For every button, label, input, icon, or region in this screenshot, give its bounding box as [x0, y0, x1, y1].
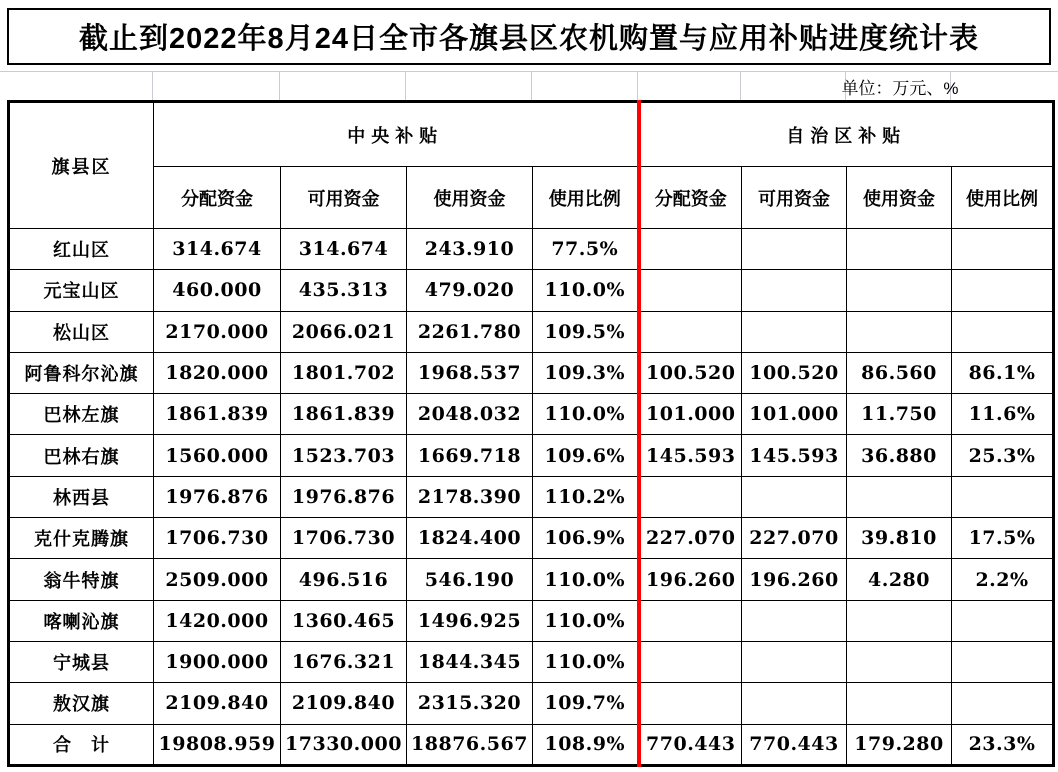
- regional-value-cell: 4.280: [847, 559, 952, 600]
- regional-value-cell: [742, 476, 847, 517]
- regional-value-cell: [742, 311, 847, 352]
- central-value-cell: 2048.032: [407, 394, 533, 435]
- central-value-cell: 2315.320: [407, 683, 533, 724]
- central-value-cell: 2261.780: [407, 311, 533, 352]
- central-value-cell: 1844.345: [407, 641, 533, 682]
- regional-value-cell: [742, 683, 847, 724]
- table-row: [9, 352, 1054, 393]
- central-value-cell: 546.190: [407, 559, 533, 600]
- table-row: [9, 394, 1054, 435]
- regional-value-cell: 86.560: [847, 352, 952, 393]
- regional-value-cell: [847, 270, 952, 311]
- table-row: [9, 600, 1054, 641]
- central-value-cell: 110.0%: [533, 600, 639, 641]
- regional-value-cell: [847, 229, 952, 270]
- table-row: [9, 518, 1054, 559]
- regional-value-cell: [742, 641, 847, 682]
- table-row: [9, 683, 1054, 724]
- central-value-cell: 109.5%: [533, 311, 639, 352]
- regional-value-cell: [742, 229, 847, 270]
- central-value-cell: 1900.000: [154, 641, 281, 682]
- central-value-cell: 314.674: [154, 229, 281, 270]
- regional-value-cell: 39.810: [847, 518, 952, 559]
- central-value-cell: 1861.839: [281, 394, 407, 435]
- regional-value-cell: 23.3%: [952, 724, 1054, 765]
- regional-value-cell: 179.280: [847, 724, 952, 765]
- central-value-cell: 106.9%: [533, 518, 639, 559]
- central-value-cell: 1968.537: [407, 352, 533, 393]
- central-value-cell: 2170.000: [154, 311, 281, 352]
- central-value-cell: 110.0%: [533, 641, 639, 682]
- header-central-ratio: 使用比例: [533, 167, 639, 229]
- regional-value-cell: [952, 270, 1054, 311]
- table-row: [9, 311, 1054, 352]
- table-row: [9, 559, 1054, 600]
- gridline-horizontal: [0, 71, 1058, 72]
- row-name-cell: 巴林右旗: [9, 435, 154, 476]
- central-value-cell: 1820.000: [154, 352, 281, 393]
- central-value-cell: 2178.390: [407, 476, 533, 517]
- gridline-vertical: [405, 71, 406, 100]
- central-value-cell: 17330.000: [281, 724, 407, 765]
- total-row: [9, 724, 1054, 765]
- central-value-cell: 108.9%: [533, 724, 639, 765]
- header-central-available: 可用资金: [281, 167, 407, 229]
- regional-value-cell: 145.593: [639, 435, 742, 476]
- central-value-cell: 1976.876: [154, 476, 281, 517]
- central-value-cell: 109.3%: [533, 352, 639, 393]
- central-value-cell: 109.7%: [533, 683, 639, 724]
- row-name-cell: 松山区: [9, 311, 154, 352]
- central-value-cell: 110.0%: [533, 270, 639, 311]
- regional-value-cell: 11.6%: [952, 394, 1054, 435]
- regional-value-cell: [847, 311, 952, 352]
- regional-value-cell: 196.260: [639, 559, 742, 600]
- regional-value-cell: [639, 641, 742, 682]
- central-value-cell: 460.000: [154, 270, 281, 311]
- table-row: [9, 435, 1054, 476]
- central-value-cell: 1360.465: [281, 600, 407, 641]
- regional-value-cell: 770.443: [742, 724, 847, 765]
- row-name-cell: 元宝山区: [9, 270, 154, 311]
- central-value-cell: 1560.000: [154, 435, 281, 476]
- page-title: 截止到2022年8月24日全市各旗县区农机购置与应用补贴进度统计表: [79, 23, 979, 55]
- regional-value-cell: 36.880: [847, 435, 952, 476]
- regional-value-cell: [742, 600, 847, 641]
- title-box: [7, 8, 1051, 65]
- regional-value-cell: 100.520: [742, 352, 847, 393]
- regional-value-cell: [952, 641, 1054, 682]
- regional-value-cell: [847, 683, 952, 724]
- regional-value-cell: 770.443: [639, 724, 742, 765]
- regional-value-cell: [952, 229, 1054, 270]
- central-value-cell: 1523.703: [281, 435, 407, 476]
- central-value-cell: 1420.000: [154, 600, 281, 641]
- regional-value-cell: [639, 311, 742, 352]
- regional-value-cell: [952, 311, 1054, 352]
- regional-value-cell: 227.070: [639, 518, 742, 559]
- table-row: [9, 476, 1054, 517]
- table-body: [9, 229, 1054, 766]
- central-value-cell: 2109.840: [281, 683, 407, 724]
- table-row: [9, 270, 1054, 311]
- header-central-allocated: 分配资金: [154, 167, 281, 229]
- central-value-cell: 19808.959: [154, 724, 281, 765]
- header-region-column: 旗县区: [9, 102, 154, 229]
- regional-value-cell: 2.2%: [952, 559, 1054, 600]
- regional-value-cell: 101.000: [742, 394, 847, 435]
- regional-value-cell: 145.593: [742, 435, 847, 476]
- regional-value-cell: [952, 476, 1054, 517]
- regional-value-cell: 101.000: [639, 394, 742, 435]
- regional-value-cell: [952, 683, 1054, 724]
- central-value-cell: 1706.730: [281, 518, 407, 559]
- regional-value-cell: 196.260: [742, 559, 847, 600]
- regional-value-cell: [639, 229, 742, 270]
- header-group-regional: 自治区补贴: [639, 102, 1054, 167]
- central-value-cell: 109.6%: [533, 435, 639, 476]
- row-name-cell: 克什克腾旗: [9, 518, 154, 559]
- regional-value-cell: 11.750: [847, 394, 952, 435]
- row-name-cell: 宁城县: [9, 641, 154, 682]
- regional-value-cell: [639, 270, 742, 311]
- header-regional-ratio: 使用比例: [952, 167, 1054, 229]
- central-value-cell: 1861.839: [154, 394, 281, 435]
- gridline-vertical: [740, 71, 741, 100]
- regional-value-cell: 100.520: [639, 352, 742, 393]
- central-value-cell: 1824.400: [407, 518, 533, 559]
- row-name-cell: 阿鲁科尔沁旗: [9, 352, 154, 393]
- central-value-cell: 110.2%: [533, 476, 639, 517]
- regional-value-cell: [639, 600, 742, 641]
- header-group-central: 中央补贴: [154, 102, 639, 167]
- central-value-cell: 2509.000: [154, 559, 281, 600]
- central-value-cell: 18876.567: [407, 724, 533, 765]
- regional-value-cell: 86.1%: [952, 352, 1054, 393]
- gridline-vertical: [637, 71, 638, 100]
- regional-value-cell: [639, 476, 742, 517]
- row-name-cell: 林西县: [9, 476, 154, 517]
- row-name-cell: 红山区: [9, 229, 154, 270]
- central-value-cell: 2066.021: [281, 311, 407, 352]
- central-value-cell: 110.0%: [533, 559, 639, 600]
- gridline-vertical: [152, 71, 153, 100]
- central-value-cell: 110.0%: [533, 394, 639, 435]
- regional-value-cell: 227.070: [742, 518, 847, 559]
- unit-note: 单位：万元、%: [841, 79, 959, 98]
- central-value-cell: 2109.840: [154, 683, 281, 724]
- central-value-cell: 314.674: [281, 229, 407, 270]
- central-value-cell: 1976.876: [281, 476, 407, 517]
- header-regional-used: 使用资金: [847, 167, 952, 229]
- central-value-cell: 1496.925: [407, 600, 533, 641]
- central-value-cell: 1706.730: [154, 518, 281, 559]
- central-value-cell: 496.516: [281, 559, 407, 600]
- unit-strip: [0, 65, 1058, 100]
- table-row: [9, 641, 1054, 682]
- header-central-used: 使用资金: [407, 167, 533, 229]
- gridline-vertical: [279, 71, 280, 100]
- central-value-cell: 435.313: [281, 270, 407, 311]
- header-regional-available: 可用资金: [742, 167, 847, 229]
- regional-value-cell: [847, 600, 952, 641]
- central-value-cell: 479.020: [407, 270, 533, 311]
- regional-value-cell: 17.5%: [952, 518, 1054, 559]
- central-value-cell: 1676.321: [281, 641, 407, 682]
- header-regional-allocated: 分配资金: [639, 167, 742, 229]
- subsidy-table: [7, 100, 1055, 767]
- regional-value-cell: [847, 476, 952, 517]
- regional-value-cell: [639, 683, 742, 724]
- row-name-cell: 翁牛特旗: [9, 559, 154, 600]
- central-value-cell: 77.5%: [533, 229, 639, 270]
- table-row: [9, 229, 1054, 270]
- central-value-cell: 1669.718: [407, 435, 533, 476]
- row-name-cell: 喀喇沁旗: [9, 600, 154, 641]
- row-name-cell: 敖汉旗: [9, 683, 154, 724]
- row-name-cell: 合 计: [9, 724, 154, 765]
- regional-value-cell: [742, 270, 847, 311]
- regional-value-cell: [847, 641, 952, 682]
- central-value-cell: 243.910: [407, 229, 533, 270]
- row-name-cell: 巴林左旗: [9, 394, 154, 435]
- central-value-cell: 1801.702: [281, 352, 407, 393]
- regional-value-cell: 25.3%: [952, 435, 1054, 476]
- regional-value-cell: [952, 600, 1054, 641]
- gridline-vertical: [531, 71, 532, 100]
